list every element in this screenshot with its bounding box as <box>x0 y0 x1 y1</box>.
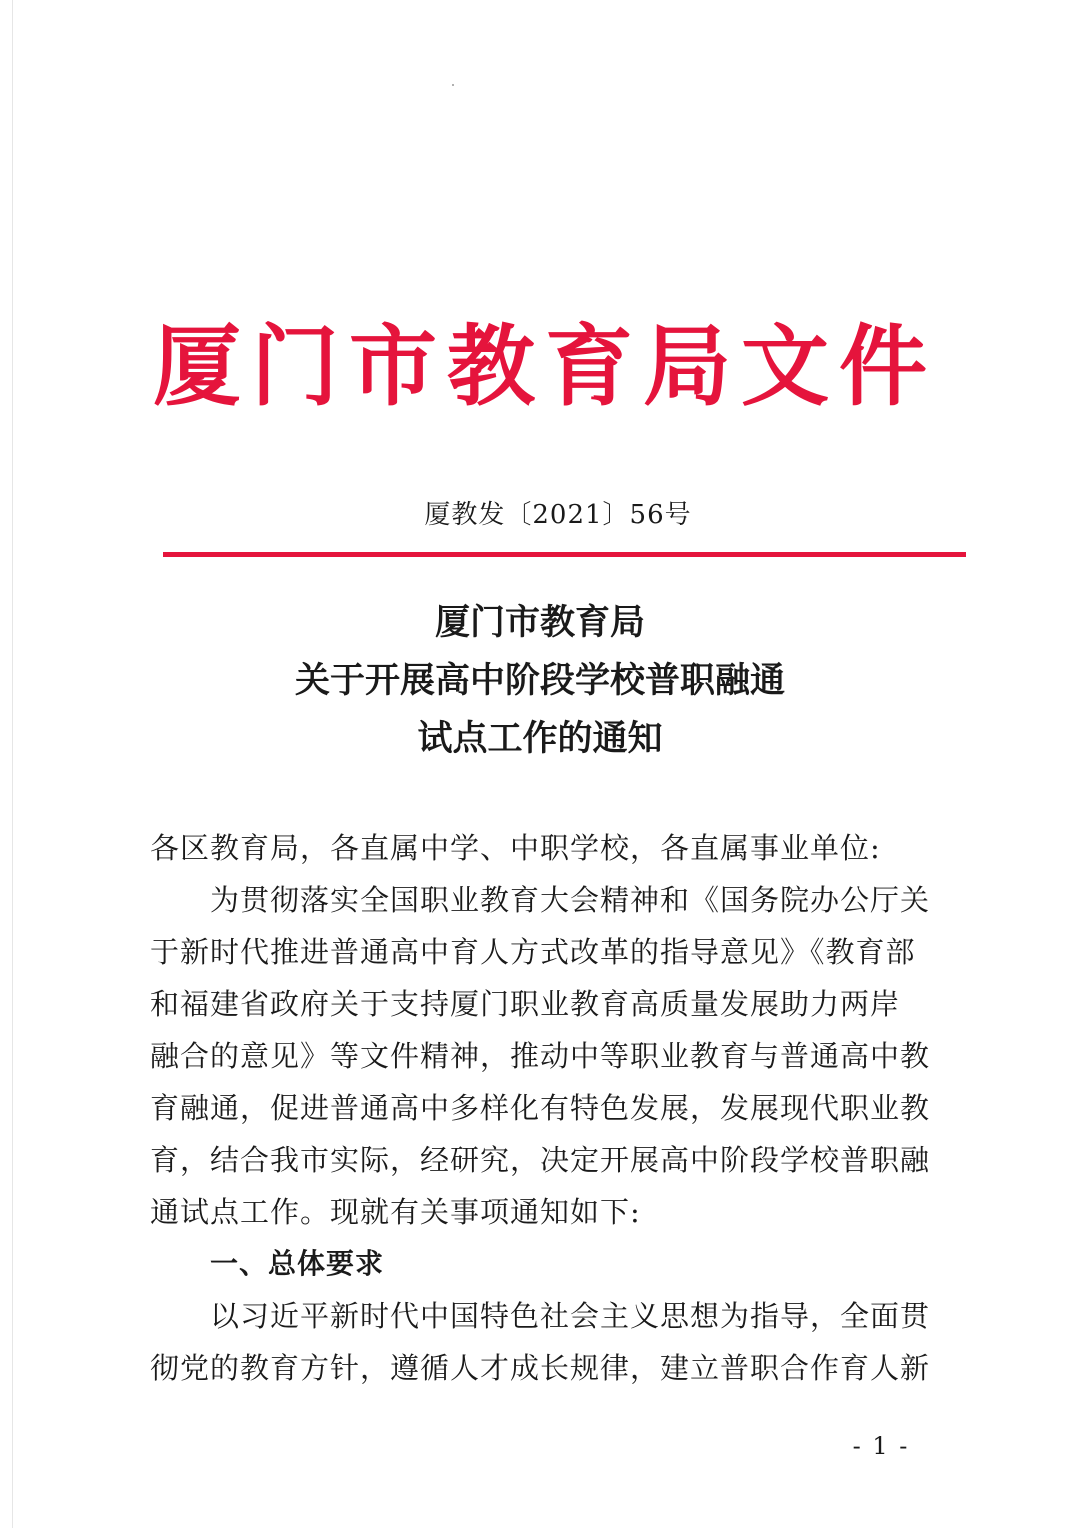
title-line: 关于开展高中阶段学校普职融通 <box>294 661 785 701</box>
addressee-line: 各区教育局，各直属中学、中职学校，各直属事业单位: <box>150 831 881 865</box>
page-number: - 1 - <box>852 1432 910 1460</box>
scan-speck <box>452 84 454 86</box>
paragraph-line: 彻党的教育方针，遵循人才成长规律，建立普职合作育人新 <box>150 1351 931 1385</box>
scan-edge-line <box>12 0 13 1528</box>
title-line: 厦门市教育局 <box>434 603 645 643</box>
document-number: 厦教发〔2021〕56号 <box>424 500 692 530</box>
paragraph-line: 于新时代推进普通高中育人方式改革的指导意见》《教育部 <box>150 935 916 969</box>
title-line: 试点工作的通知 <box>417 719 663 759</box>
paragraph-line: 融合的意见》等文件精神，推动中等职业教育与普通高中教 <box>150 1039 931 1073</box>
paragraph-line: 育融通，促进普通高中多样化有特色发展，发展现代职业教 <box>150 1091 931 1125</box>
section-heading: 一、总体要求 <box>210 1247 385 1280</box>
paragraph-line: 育，结合我市实际，经研究，决定开展高中阶段学校普职融 <box>150 1143 931 1177</box>
red-separator-line <box>163 552 966 557</box>
paragraph-line: 和福建省政府关于支持厦门职业教育高质量发展助力两岸 <box>150 987 901 1021</box>
notice-body <box>150 822 931 1394</box>
paragraph-line: 以习近平新时代中国特色社会主义思想为指导，全面贯 <box>210 1299 931 1333</box>
notice-title <box>140 594 940 768</box>
masthead-title: 厦门市教育局文件 <box>152 314 937 418</box>
paragraph-line: 为贯彻落实全国职业教育大会精神和《国务院办公厅关 <box>210 883 931 917</box>
paragraph-line: 通试点工作。现就有关事项通知如下: <box>150 1195 641 1229</box>
